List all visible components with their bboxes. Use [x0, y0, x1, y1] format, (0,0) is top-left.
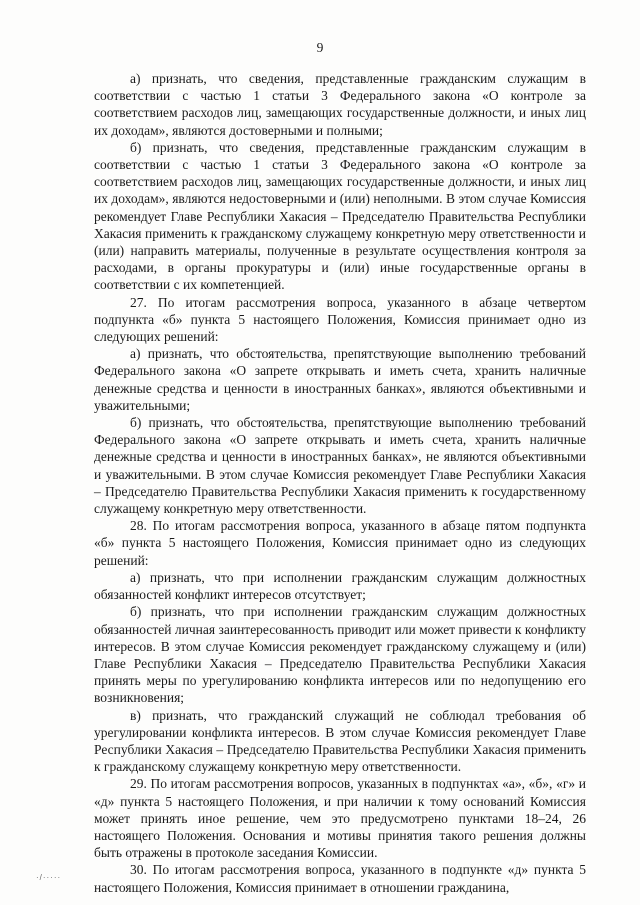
- paragraph-27a: а) признать, что обстоятельства, препятствующие выполнению требований Федерального закона «О запрете открывать и иметь счета, хранить наличные денежные средства и ценности в иностранных банках», являются объективными и уважительными;: [94, 346, 586, 413]
- document-body: [94, 70, 586, 896]
- paragraph-30: 30. По итогам рассмотрения вопроса, указанного в подпункте «д» пункта 5 настоящего Положения, Комиссия принимает в отношении гражданина,: [94, 862, 586, 895]
- paragraph-26b: б) признать, что сведения, представленные гражданским служащим в соответствии с частью 1 статьи 3 Федерального закона «О контроле за соответствием расходов лиц, замещающих государственные должности, и иных лиц их доходам», являются недостоверными и (или) неполными. В этом случае Комиссия рекомендует Главе Республики Хакасия – Председателю Правительства Республики Хакасия применить к гражданскому служащему конкретную меру ответственности и (или) направить материалы, полученные в результате осуществления контроля за расходами, в органы прокуратуры и (или) иные государственные органы в соответствии с их компетенцией.: [94, 139, 586, 293]
- paragraph-28: 28. По итогам рассмотрения вопроса, указанного в абзаце пятом подпункта «б» пункта 5 настоящего Положения, Комиссия принимает одно из следующих решений:: [94, 518, 586, 568]
- paragraph-28b: б) признать, что при исполнении гражданским служащим должностных обязанностей личная заинтересованность приводит или может привести к конфликту интересов. В этом случае Комиссия рекомендует гражданскому служащему и (или) Главе Республики Хакасия – Председателю Правительства Республики Хакасия принять меры по урегулированию конфликта интересов или по недопущению его возникновения;: [94, 604, 586, 706]
- footer-mark: ·/·····: [36, 873, 62, 882]
- paragraph-28a: а) признать, что при исполнении гражданским служащим должностных обязанностей конфликт интересов отсутствует;: [94, 569, 586, 603]
- paragraph-28c: в) признать, что гражданский служащий не соблюдал требования об урегулировании конфликта интересов. В этом случае Комиссия рекомендует Главе Республики Хакасия – Председателю Правительства Республики Хакасия применить к гражданскому служащему конкретную меру ответственности.: [94, 707, 586, 775]
- paragraph-27b: б) признать, что обстоятельства, препятствующие выполнению требований Федерального закона «О запрете открывать и иметь счета, хранить наличные денежные средства и ценности в иностранных банках», не являются объективными и уважительными. В этом случае Комиссия рекомендует Главе Республики Хакасия – Председателю Правительства Республики Хакасия применить к государственному служащему конкретную меру ответственности.: [94, 415, 586, 517]
- paragraph-29: 29. По итогам рассмотрения вопросов, указанных в подпунктах «а», «б», «г» и «д» пункта 5 настоящего Положения, и при наличии к тому оснований Комиссия может принять иное решение, чем это предусмотрено пунктами 18–24, 26 настоящего Положения. Основания и мотивы принятия такого решения должны быть отражены в протоколе заседания Комиссии.: [94, 776, 586, 861]
- paragraph-26a: а) признать, что сведения, представленные гражданским служащим в соответствии с частью 1 статьи 3 Федерального закона «О контроле за соответствием расходов лиц, замещающих государственные должности, и иных лиц их доходам», являются достоверными и полными;: [94, 71, 586, 138]
- paragraph-27: 27. По итогам рассмотрения вопроса, указанного в абзаце четвертом подпункта «б» пункта 5 настоящего Положения, Комиссия принимает одно из следующих решений:: [94, 294, 586, 345]
- page-number: 9: [316, 40, 324, 55]
